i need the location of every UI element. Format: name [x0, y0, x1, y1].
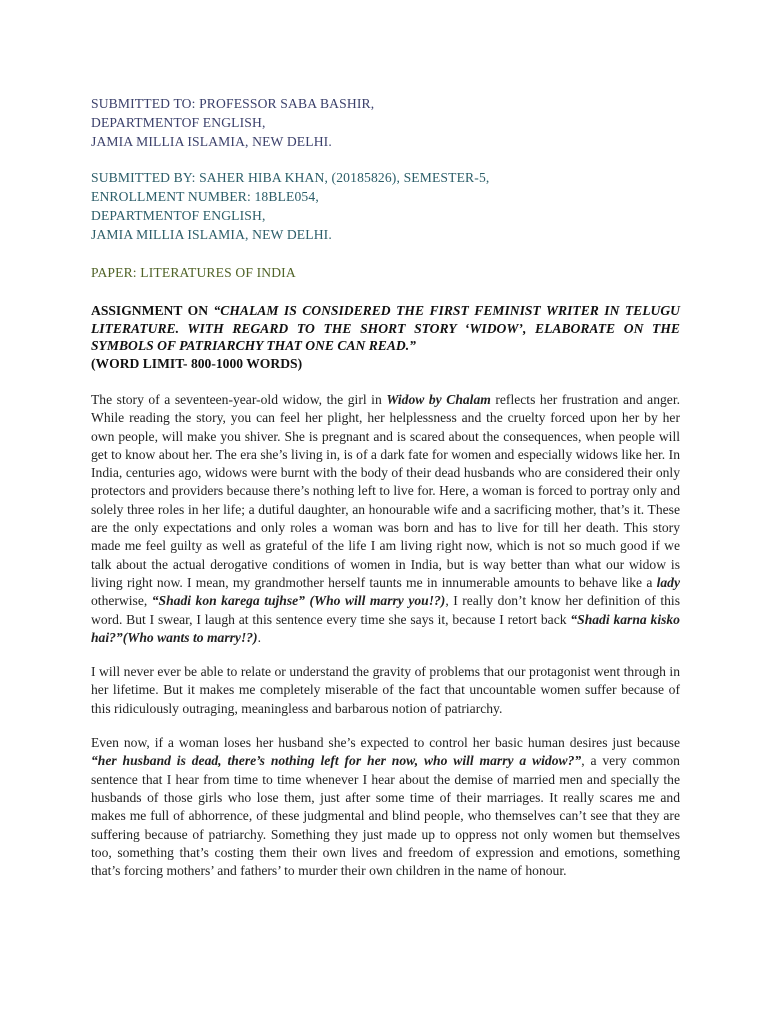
assignment-heading: [91, 302, 680, 372]
paper-title: PAPER: LITERATURES OF INDIA: [91, 265, 296, 280]
essay-body: [91, 391, 680, 880]
submitted-to-block: [91, 94, 680, 151]
assignment-prefix: ASSIGNMENT ON: [91, 303, 214, 318]
submitted-by-line: SUBMITTED BY: SAHER HIBA KHAN, (20185826), SEMESTER-5,: [91, 170, 490, 185]
quote-shadi-kon: “Shadi kon karega tujhse” (Who will marry you!?): [151, 593, 446, 609]
quote-husband-dead: “her husband is dead, there’s nothing left for her now, who will marry a widow?”: [91, 753, 582, 769]
text-run: , a very common sentence that I hear from time to time whenever I hear about the demise of married men and specially the husbands of those girls who lose them, just after some time of their marriages. It really scares me and makes me full of abhorrence, of these judgmental and blind people, who themselves can’t see that they are suffering because of patriarchy. Something they just made up to oppress not only women but themselves too, something that’s costing them their own lives and freedom of expression and emotions, something that’s forcing mothers’ and fathers’ to murder their own children in the name of honour.: [91, 753, 680, 879]
text-run: reflects her frustration and anger. While reading the story, you can feel her plight, her helplessness and the cruelty forced upon her by her own people, will make you shiver. She is pregnant and is scared about the consequences, when people will get to know about her. The era she’s living in, is of a dark fate for women and especially widows like her. In India, centuries ago, widows were burnt with the body of their dead husbands who are considered their only protectors and providers because there’s nothing left to live for. Here, a woman is forced to portray only and solely three roles in her life; a dutiful daughter, an honourable wife and a sacrificing mother, that’s it. These are the only expectations and only roles a woman was born and has to live for till her death. This story made me feel guilty as well as grateful of the life I am living right now, which is not so much good if we talk about the actual derogative conditions of women in India, but is way better than what our widow is living right now. I mean, my grandmother herself taunts me in innumerable amounts to behave like a: [91, 392, 681, 590]
text-run: .: [257, 629, 261, 645]
quote-shadi-karna: “Shadi karna kisko hai?”(Who wants to marry!?): [91, 611, 680, 645]
university-line: JAMIA MILLIA ISLAMIA, NEW DELHI.: [91, 227, 332, 242]
paragraph-3: [91, 734, 680, 880]
assignment-topic: “CHALAM IS CONSIDERED THE FIRST FEMINIST WRITER IN TELUGU LITERATURE. WITH REGARD TO THE SHORT STORY ‘WIDOW’, ELABORATE ON THE SYMBOLS OF PATRIARCHY THAT ONE CAN READ.”: [91, 303, 681, 353]
department-line: DEPARTMENTOF ENGLISH,: [91, 115, 266, 130]
university-line: JAMIA MILLIA ISLAMIA, NEW DELHI.: [91, 134, 332, 149]
text-run: otherwise,: [91, 593, 152, 609]
emphasis-lady: lady: [656, 574, 680, 590]
story-title: Widow by Chalam: [386, 392, 491, 407]
paragraph-1: [91, 391, 680, 647]
submitted-by-block: [91, 168, 680, 244]
word-limit: (WORD LIMIT- 800-1000 WORDS): [91, 355, 303, 371]
text-run: The story of a seventeen-year-old widow, the girl in: [91, 392, 387, 407]
text-run: Even now, if a woman loses her husband she’s expected to control her basic human desires just because: [91, 735, 680, 751]
enrollment-line: ENROLLMENT NUMBER: 18BLE054,: [91, 189, 319, 204]
department-line: DEPARTMENTOF ENGLISH,: [91, 208, 266, 223]
paragraph-2: I will never ever be able to relate or understand the gravity of problems that our protagonist went through in her lifetime. But it makes me completely miserable of the fact that uncountable women suffer because of this ridiculously outraging, meaningless and barbarous notion of patriarchy.: [91, 664, 680, 716]
text-run: , I really don’t know her definition of this word. But I swear, I laugh at this sentence every time she says it, because I retort back: [91, 593, 680, 627]
submitted-to-line: SUBMITTED TO: PROFESSOR SABA BASHIR,: [91, 96, 375, 111]
